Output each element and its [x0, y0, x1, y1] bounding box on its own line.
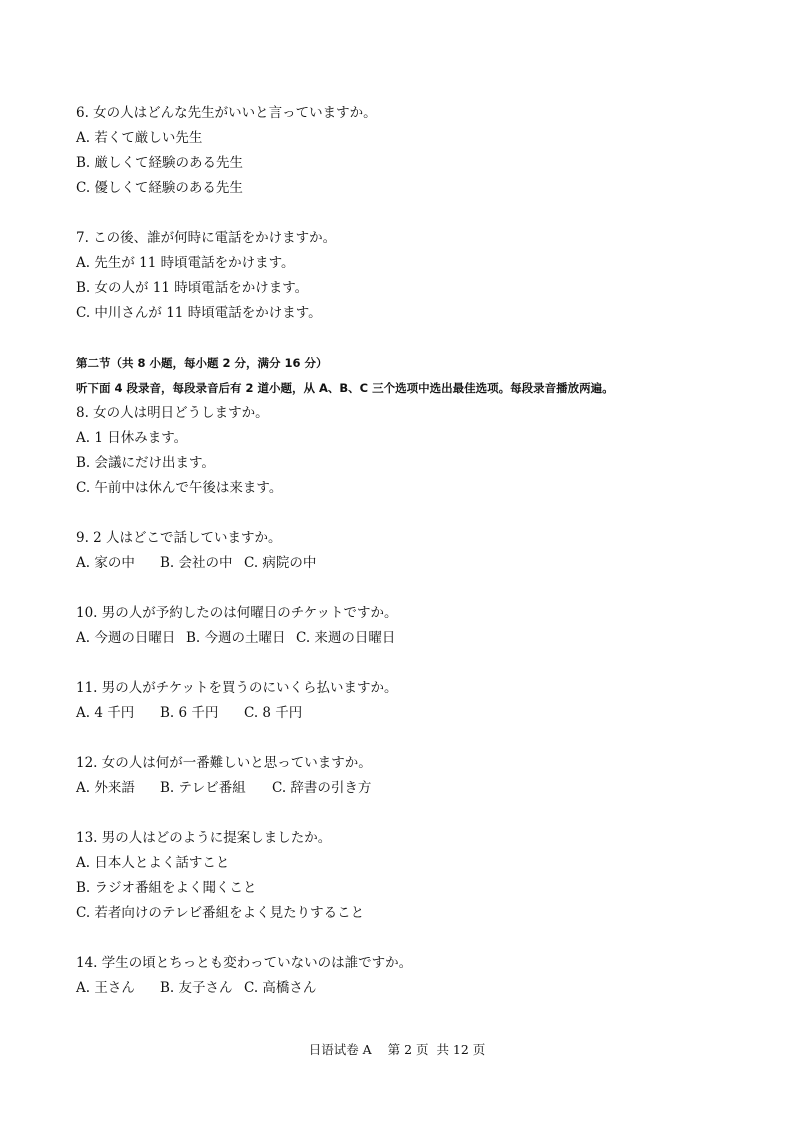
section-2-instruction: 听下面 4 段录音，每段录音后有 2 道小题，从 A、B、C 三个选项中选出最佳选项。每段录音播放两遍。	[76, 381, 614, 395]
question-6-option-b: B. 厳しくて経験のある先生	[76, 155, 244, 171]
question-8-option-b: B. 会議にだけ出ます。	[76, 455, 215, 471]
page-footer: 日语试卷 A 第 2 页 共 12 页	[308, 1042, 486, 1057]
question-10-prompt: 10. 男の人が予約したのは何曜日のチケットですか。	[76, 605, 398, 621]
question-11-options	[76, 704, 302, 722]
question-12-option-b: B. テレビ番組	[160, 780, 246, 796]
question-9-prompt: 9. 2 人はどこで話していますか。	[76, 530, 282, 546]
section-2-title: 第二节（共 8 小题，每小题 2 分，满分 16 分）	[76, 356, 328, 370]
question-9-option-b: B. 会社の中	[160, 555, 233, 571]
question-8-option-a: A. 1 日休みます。	[76, 430, 188, 446]
question-9-option-a: A. 家の中	[76, 555, 135, 571]
question-11-prompt: 11. 男の人がチケットを買うのにいくら払いますか。	[76, 680, 398, 696]
question-9-option-c: C. 病院の中	[244, 555, 317, 571]
question-10-options	[76, 629, 395, 647]
question-11-option-a: A. 4 千円	[76, 705, 135, 721]
question-7-option-b: B. 女の人が 11 時頃電話をかけます。	[76, 280, 309, 296]
question-12-options	[76, 779, 371, 797]
question-8-prompt: 8. 女の人は明日どうしますか。	[76, 405, 269, 421]
question-12-option-a: A. 外来語	[76, 780, 135, 796]
question-9-options	[76, 554, 316, 572]
question-13-option-a: A. 日本人とよく話すこと	[76, 855, 230, 871]
question-14-option-a: A. 王さん	[76, 980, 135, 996]
question-13-option-b: B. ラジオ番組をよく聞くこと	[76, 880, 257, 896]
question-7-prompt: 7. この後、誰が何時に電話をかけますか。	[76, 230, 337, 246]
question-14-prompt: 14. 学生の頃とちっとも変わっていないのは誰ですか。	[76, 955, 413, 971]
question-13-option-c: C. 若者向けのテレビ番組をよく見たりすること	[76, 905, 365, 921]
question-6-prompt: 6. 女の人はどんな先生がいいと言っていますか。	[76, 105, 377, 121]
question-14-option-b: B. 友子さん	[160, 980, 233, 996]
question-11-option-c: C. 8 千円	[244, 705, 303, 721]
question-14-option-c: C. 高橋さん	[244, 980, 317, 996]
question-7-option-c: C. 中川さんが 11 時頃電話をかけます。	[76, 305, 322, 321]
question-10-option-c: C. 来週の日曜日	[296, 630, 396, 646]
question-6-option-c: C. 優しくて経験のある先生	[76, 180, 243, 196]
question-10-option-b: B. 今週の土曜日	[186, 630, 286, 646]
question-14-options	[76, 979, 316, 997]
question-11-option-b: B. 6 千円	[160, 705, 219, 721]
question-12-option-c: C. 辞書の引き方	[272, 780, 372, 796]
question-8-option-c: C. 午前中は休んで午後は来ます。	[76, 480, 283, 496]
question-10-option-a: A. 今週の日曜日	[76, 630, 176, 646]
question-6-option-a: A. 若くて厳しい先生	[76, 130, 203, 146]
question-13-prompt: 13. 男の人はどのように提案しましたか。	[76, 830, 332, 846]
question-12-prompt: 12. 女の人は何が一番難しいと思っていますか。	[76, 755, 372, 771]
question-7-option-a: A. 先生が 11 時頃電話をかけます。	[76, 255, 295, 271]
